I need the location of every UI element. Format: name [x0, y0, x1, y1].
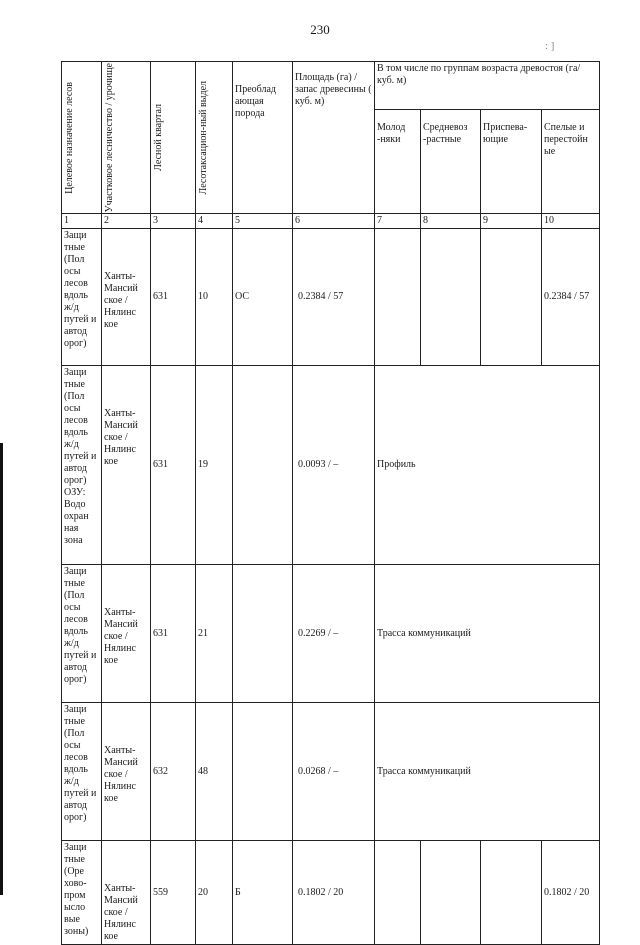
header-species: Преоблад ающая порода — [233, 62, 293, 214]
table-row — [62, 366, 600, 565]
table-row — [62, 841, 600, 945]
cell-purpose: Защи тные (Пол осы лесов вдоль ж/д путей и автод орог) ОЗУ: Водо охран ная зона — [62, 366, 102, 565]
cell-allotment: 20 — [196, 841, 233, 945]
cell-species — [233, 366, 293, 565]
cell-note: Трасса коммуникаций — [375, 565, 600, 703]
table-row — [62, 565, 600, 703]
cell-purpose: Защи тные (Пол осы лесов вдоль ж/д путей и автод орог) — [62, 565, 102, 703]
header-young: Молод -няки — [375, 110, 421, 214]
cell-species: ОС — [233, 229, 293, 366]
cell-area: 0.0268 / – — [293, 703, 375, 841]
cell-middle — [421, 229, 481, 366]
cell-species: Б — [233, 841, 293, 945]
col-num: 8 — [421, 214, 481, 229]
cell-quarter: 631 — [151, 565, 196, 703]
cell-forestry: Ханты-Мансий ское / Нялинс кое — [102, 366, 151, 565]
page-number: 230 — [310, 22, 330, 37]
cell-allotment: 48 — [196, 703, 233, 841]
cell-forestry: Ханты-Мансий ское / Нялинс кое — [102, 703, 151, 841]
binding-edge — [0, 443, 3, 895]
cell-allotment: 19 — [196, 366, 233, 565]
cell-purpose: Защи тные (Пол осы лесов вдоль ж/д путей и автод орог) — [62, 703, 102, 841]
cell-young — [375, 229, 421, 366]
header-premature: Приспева-ющие — [481, 110, 542, 214]
cell-species — [233, 703, 293, 841]
col-num: 9 — [481, 214, 542, 229]
cell-quarter: 559 — [151, 841, 196, 945]
cell-area: 0.2269 / – — [293, 565, 375, 703]
cell-area: 0.1802 / 20 — [293, 841, 375, 945]
cell-premature — [481, 229, 542, 366]
corner-mark: : ] — [545, 40, 555, 52]
header-area: Площадь (га) / запас древесины ( куб. м) — [293, 62, 375, 214]
cell-purpose: Защи тные (Пол осы лесов вдоль ж/д путей и автод орог) — [62, 229, 102, 366]
cell-purpose: Защи тные (Оре хово-пром ысло вые зоны) — [62, 841, 102, 945]
header-row-1 — [62, 62, 600, 110]
cell-note: Трасса коммуникаций — [375, 703, 600, 841]
cell-middle — [421, 841, 481, 945]
col-num: 1 — [62, 214, 102, 229]
header-allotment: Лесотаксацион-ный выдел — [196, 62, 233, 214]
cell-premature — [481, 841, 542, 945]
header-age-groups: В том числе по группам возраста древостоя (га/ куб. м) — [375, 62, 600, 110]
cell-mature: 0.2384 / 57 — [542, 229, 600, 366]
cell-forestry: Ханты-Мансий ское / Нялинс кое — [102, 229, 151, 366]
cell-quarter: 632 — [151, 703, 196, 841]
cell-area: 0.2384 / 57 — [293, 229, 375, 366]
cell-note: Профиль — [375, 366, 600, 565]
cell-quarter: 631 — [151, 366, 196, 565]
col-num: 6 — [293, 214, 375, 229]
header-middle: Средневоз -растные — [421, 110, 481, 214]
cell-forestry: Ханты-Мансий ское / Нялинс кое — [102, 841, 151, 945]
col-num: 7 — [375, 214, 421, 229]
cell-young — [375, 841, 421, 945]
table-row — [62, 229, 600, 366]
header-quarter: Лесной квартал — [151, 62, 196, 214]
col-num: 5 — [233, 214, 293, 229]
cell-area: 0.0093 / – — [293, 366, 375, 565]
col-num: 4 — [196, 214, 233, 229]
table-row — [62, 703, 600, 841]
cell-mature: 0.1802 / 20 — [542, 841, 600, 945]
col-num: 2 — [102, 214, 151, 229]
header-purpose: Целевое назначение лесов — [62, 62, 102, 214]
cell-species — [233, 565, 293, 703]
header-mature: Спелые и перестойн ые — [542, 110, 600, 214]
cell-forestry: Ханты-Мансий ское / Нялинс кое — [102, 565, 151, 703]
header-forestry: Участковое лесничество / урочище — [102, 62, 151, 214]
column-number-row — [62, 214, 600, 229]
cell-allotment: 10 — [196, 229, 233, 366]
col-num: 3 — [151, 214, 196, 229]
cell-quarter: 631 — [151, 229, 196, 366]
forest-table — [61, 61, 600, 945]
col-num: 10 — [542, 214, 600, 229]
cell-allotment: 21 — [196, 565, 233, 703]
